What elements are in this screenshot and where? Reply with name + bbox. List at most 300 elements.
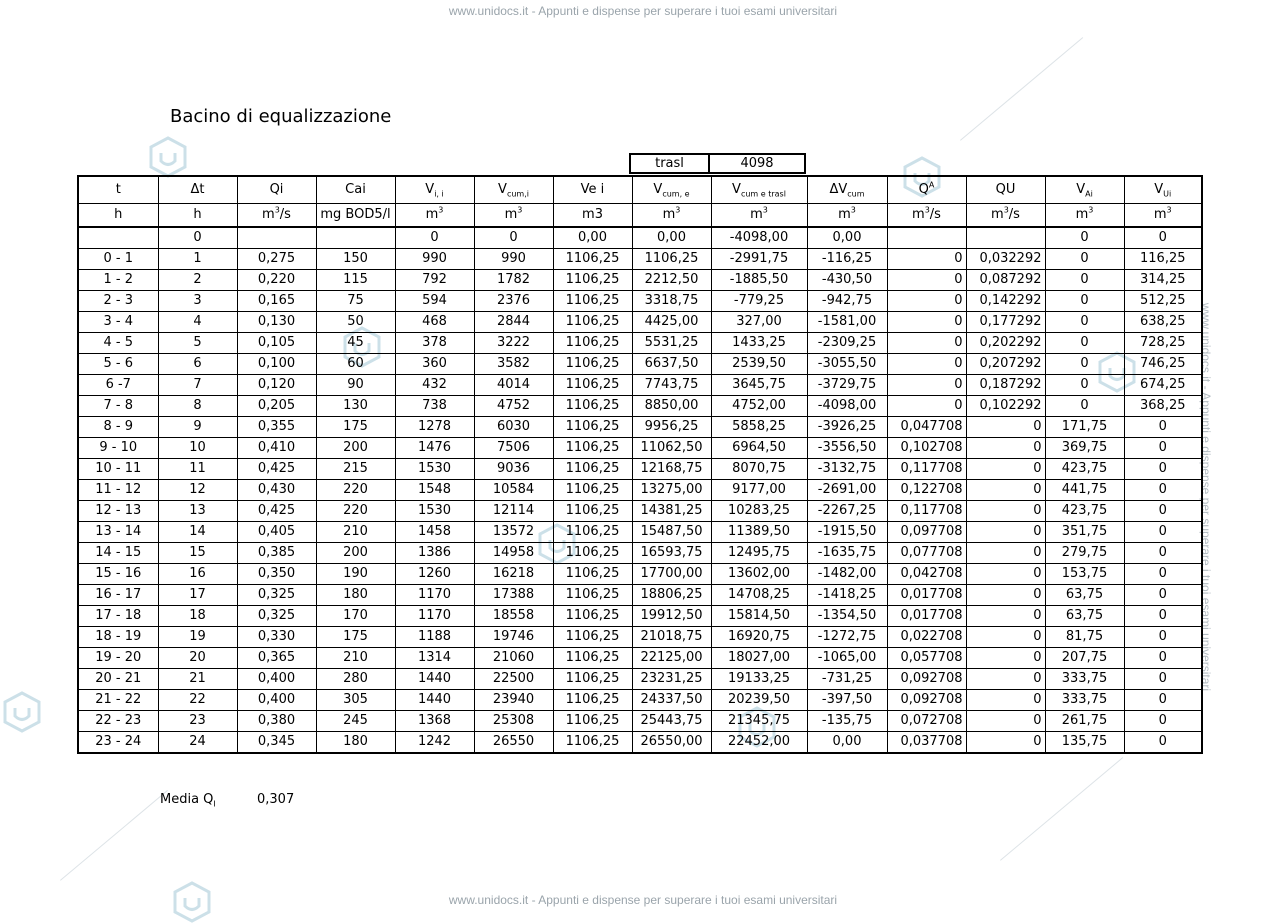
- cell-vcume: 3318,75: [632, 291, 711, 312]
- cell-vai: 0: [1045, 375, 1124, 396]
- cell-t: 12 - 13: [78, 501, 158, 522]
- cell-qa: 0: [887, 375, 966, 396]
- cell-t: 10 - 11: [78, 459, 158, 480]
- cell-vei: 1106,25: [553, 501, 632, 522]
- cell-qa: 0,047708: [887, 417, 966, 438]
- cell-vcum: 0: [474, 227, 553, 249]
- cell-vcume: 24337,50: [632, 690, 711, 711]
- cell-dt: 14: [158, 522, 237, 543]
- cell-vei: 1106,25: [553, 627, 632, 648]
- cell-vi: 1530: [395, 459, 474, 480]
- cell-qi: 0,365: [237, 648, 316, 669]
- cell-vcumet: 19133,25: [711, 669, 807, 690]
- cell-t: 21 - 22: [78, 690, 158, 711]
- col-header-qa: $Q^A$: [887, 176, 966, 204]
- cell-vcum: 2844: [474, 312, 553, 333]
- cell-qu: 0: [966, 585, 1045, 606]
- cell-vui: 0: [1124, 522, 1202, 543]
- table-row: [78, 396, 1202, 417]
- cell-vi: 738: [395, 396, 474, 417]
- unidocs-logo-icon: [170, 880, 214, 924]
- cell-cai: 60: [316, 354, 395, 375]
- cell-vcum: 19746: [474, 627, 553, 648]
- cell-vai: 171,75: [1045, 417, 1124, 438]
- cell-dt: 9: [158, 417, 237, 438]
- cell-vcumet: 9177,00: [711, 480, 807, 501]
- cell-vei: 1106,25: [553, 543, 632, 564]
- cell-qu: 0,102292: [966, 396, 1045, 417]
- cell-vei: 1106,25: [553, 438, 632, 459]
- cell-vcumet: 6964,50: [711, 438, 807, 459]
- cell-vcumet: 22452,00: [711, 732, 807, 754]
- cell-qi: 0,425: [237, 501, 316, 522]
- cell-vui: 0: [1124, 711, 1202, 732]
- cell-qu: 0: [966, 606, 1045, 627]
- table-row: [78, 333, 1202, 354]
- watermark-right: www.unidocs.it - Appunti e dispense per superare i tuoi esami universitari: [1199, 302, 1214, 692]
- cell-qa: 0,042708: [887, 564, 966, 585]
- cell-cai: 175: [316, 627, 395, 648]
- trasl-value: 4098: [708, 153, 806, 174]
- unit-vai: $m^3$: [1045, 204, 1124, 228]
- cell-vui: 0: [1124, 669, 1202, 690]
- cell-vi: 1458: [395, 522, 474, 543]
- cell-vei: 1106,25: [553, 648, 632, 669]
- cell-cai: 50: [316, 312, 395, 333]
- cell-vi: 1530: [395, 501, 474, 522]
- cell-vui: 0: [1124, 438, 1202, 459]
- cell-t: 14 - 15: [78, 543, 158, 564]
- cell-vei: 1106,25: [553, 564, 632, 585]
- cell-vai: 333,75: [1045, 669, 1124, 690]
- cell-cai: 150: [316, 249, 395, 270]
- cell-qa: 0,092708: [887, 690, 966, 711]
- cell-dt: 0: [158, 227, 237, 249]
- cell-cai: 170: [316, 606, 395, 627]
- cell-cai: 175: [316, 417, 395, 438]
- cell-vei: 0,00: [553, 227, 632, 249]
- cell-qa: 0,017708: [887, 585, 966, 606]
- cell-vcume: 17700,00: [632, 564, 711, 585]
- cell-dvcum: -2691,00: [807, 480, 887, 501]
- cell-vei: 1106,25: [553, 711, 632, 732]
- cell-vcum: 13572: [474, 522, 553, 543]
- cell-cai: 245: [316, 711, 395, 732]
- cell-vai: 81,75: [1045, 627, 1124, 648]
- cell-dt: 10: [158, 438, 237, 459]
- cell-vi: 594: [395, 291, 474, 312]
- col-header-vi: $V_{i, i}$: [395, 176, 474, 204]
- cell-vei: 1106,25: [553, 480, 632, 501]
- table-row: [78, 459, 1202, 480]
- table-row: [78, 501, 1202, 522]
- cell-vei: 1106,25: [553, 291, 632, 312]
- cell-qa: 0,097708: [887, 522, 966, 543]
- unit-vui: $m^3$: [1124, 204, 1202, 228]
- cell-t: 9 - 10: [78, 438, 158, 459]
- cell-t: 4 - 5: [78, 333, 158, 354]
- col-header-cai: Cai: [316, 176, 395, 204]
- cell-dt: 8: [158, 396, 237, 417]
- cell-t: 16 - 17: [78, 585, 158, 606]
- cell-qa: 0,037708: [887, 732, 966, 754]
- table-row: [78, 227, 1202, 249]
- cell-vi: 1314: [395, 648, 474, 669]
- cell-vcumet: 4752,00: [711, 396, 807, 417]
- media-value: 0,307: [257, 792, 295, 807]
- cell-dvcum: -116,25: [807, 249, 887, 270]
- cell-vcumet: 20239,50: [711, 690, 807, 711]
- cell-vcume: 8850,00: [632, 396, 711, 417]
- cell-qu: 0,142292: [966, 291, 1045, 312]
- cell-vei: 1106,25: [553, 270, 632, 291]
- cell-vi: 360: [395, 354, 474, 375]
- cell-vcum: 16218: [474, 564, 553, 585]
- cell-dvcum: -1418,25: [807, 585, 887, 606]
- cell-t: [78, 227, 158, 249]
- unit-qu: $m^3/s$: [966, 204, 1045, 228]
- cell-vi: 792: [395, 270, 474, 291]
- table-row: [78, 291, 1202, 312]
- cell-vcumet: 5858,25: [711, 417, 807, 438]
- cell-dvcum: -1581,00: [807, 312, 887, 333]
- cell-qu: 0,187292: [966, 375, 1045, 396]
- watermark-bottom: www.unidocs.it - Appunti e dispense per superare i tuoi esami universitari: [448, 893, 838, 907]
- cell-dt: 17: [158, 585, 237, 606]
- cell-vcum: 4752: [474, 396, 553, 417]
- col-header-qi: Qi: [237, 176, 316, 204]
- cell-vei: 1106,25: [553, 522, 632, 543]
- cell-qa: 0: [887, 312, 966, 333]
- cell-vai: 63,75: [1045, 606, 1124, 627]
- cell-dvcum: -3132,75: [807, 459, 887, 480]
- cell-qa: 0,102708: [887, 438, 966, 459]
- cell-qi: 0,410: [237, 438, 316, 459]
- col-header-dvcum: $\Delta V_{cum}$: [807, 176, 887, 204]
- col-header-qu: QU: [966, 176, 1045, 204]
- cell-vcume: 16593,75: [632, 543, 711, 564]
- cell-vei: 1106,25: [553, 375, 632, 396]
- unit-dt: h: [158, 204, 237, 228]
- cell-vcumet: 15814,50: [711, 606, 807, 627]
- cell-vui: 0: [1124, 732, 1202, 754]
- cell-qa: 0,017708: [887, 606, 966, 627]
- cell-qa: 0,072708: [887, 711, 966, 732]
- cell-t: 23 - 24: [78, 732, 158, 754]
- cell-vui: 0: [1124, 480, 1202, 501]
- cell-vei: 1106,25: [553, 312, 632, 333]
- table-row: [78, 711, 1202, 732]
- cell-vcumet: -4098,00: [711, 227, 807, 249]
- media-label: Media $Q_I$: [160, 792, 216, 809]
- cell-vui: 368,25: [1124, 396, 1202, 417]
- cell-cai: 190: [316, 564, 395, 585]
- cell-vei: 1106,25: [553, 459, 632, 480]
- cell-vcume: 13275,00: [632, 480, 711, 501]
- cell-qi: 0,425: [237, 459, 316, 480]
- cell-qu: 0,032292: [966, 249, 1045, 270]
- cell-qi: 0,430: [237, 480, 316, 501]
- cell-t: 19 - 20: [78, 648, 158, 669]
- cell-dvcum: -1915,50: [807, 522, 887, 543]
- cell-vcumet: 327,00: [711, 312, 807, 333]
- cell-dvcum: 0,00: [807, 227, 887, 249]
- cell-dt: 16: [158, 564, 237, 585]
- cell-qi: 0,275: [237, 249, 316, 270]
- col-header-dt: Δt: [158, 176, 237, 204]
- cell-vei: 1106,25: [553, 333, 632, 354]
- cell-vcum: 3222: [474, 333, 553, 354]
- unidocs-logo-icon: [146, 135, 190, 179]
- table-body: [78, 227, 1202, 753]
- cell-dt: 1: [158, 249, 237, 270]
- cell-cai: 220: [316, 480, 395, 501]
- cell-qi: 0,355: [237, 417, 316, 438]
- cell-qa: 0,122708: [887, 480, 966, 501]
- cell-t: 17 - 18: [78, 606, 158, 627]
- cell-vui: 728,25: [1124, 333, 1202, 354]
- cell-dt: 11: [158, 459, 237, 480]
- cell-vcume: 15487,50: [632, 522, 711, 543]
- table-row: [78, 648, 1202, 669]
- sheet-title: Bacino di equalizzazione: [170, 106, 392, 127]
- cell-vcumet: 2539,50: [711, 354, 807, 375]
- cell-vai: 351,75: [1045, 522, 1124, 543]
- cell-qi: 0,405: [237, 522, 316, 543]
- cell-vui: 638,25: [1124, 312, 1202, 333]
- cell-vcume: 23231,25: [632, 669, 711, 690]
- cell-qi: 0,400: [237, 690, 316, 711]
- cell-vcumet: -1885,50: [711, 270, 807, 291]
- cell-vi: 1548: [395, 480, 474, 501]
- cell-t: 2 - 3: [78, 291, 158, 312]
- cell-vcumet: 13602,00: [711, 564, 807, 585]
- cell-vcume: 1106,25: [632, 249, 711, 270]
- cell-qi: 0,385: [237, 543, 316, 564]
- cell-dvcum: -3556,50: [807, 438, 887, 459]
- cell-vcum: 12114: [474, 501, 553, 522]
- cell-vcum: 7506: [474, 438, 553, 459]
- cell-vcumet: 21345,75: [711, 711, 807, 732]
- cell-qa: 0: [887, 354, 966, 375]
- table-row: [78, 417, 1202, 438]
- watermark-stripe: [60, 790, 168, 881]
- cell-vcum: 1782: [474, 270, 553, 291]
- cell-vi: 468: [395, 312, 474, 333]
- cell-vcum: 2376: [474, 291, 553, 312]
- cell-qu: 0: [966, 543, 1045, 564]
- table-row: [78, 522, 1202, 543]
- unit-vcum: $m^3$: [474, 204, 553, 228]
- cell-t: 7 - 8: [78, 396, 158, 417]
- cell-vcume: 12168,75: [632, 459, 711, 480]
- cell-dt: 3: [158, 291, 237, 312]
- watermark-top: www.unidocs.it - Appunti e dispense per superare i tuoi esami universitari: [448, 4, 838, 18]
- cell-vi: 990: [395, 249, 474, 270]
- cell-vcume: 22125,00: [632, 648, 711, 669]
- unit-t: h: [78, 204, 158, 228]
- cell-dvcum: -1354,50: [807, 606, 887, 627]
- equalization-table: [77, 175, 1203, 754]
- cell-vcum: 18558: [474, 606, 553, 627]
- cell-vai: 423,75: [1045, 459, 1124, 480]
- cell-qa: 0,117708: [887, 459, 966, 480]
- table-row: [78, 627, 1202, 648]
- cell-qu: 0: [966, 480, 1045, 501]
- cell-qu: 0: [966, 459, 1045, 480]
- cell-vui: 0: [1124, 501, 1202, 522]
- cell-dt: 15: [158, 543, 237, 564]
- trasl-label: trasl: [629, 153, 710, 174]
- cell-qu: 0: [966, 732, 1045, 754]
- cell-vai: 0: [1045, 333, 1124, 354]
- cell-vcum: 3582: [474, 354, 553, 375]
- unit-qa: $m^3/s$: [887, 204, 966, 228]
- cell-dt: 12: [158, 480, 237, 501]
- cell-vcume: 6637,50: [632, 354, 711, 375]
- watermark-stripe: [1000, 757, 1123, 861]
- cell-vi: 1170: [395, 585, 474, 606]
- cell-vcum: 26550: [474, 732, 553, 754]
- cell-cai: [316, 227, 395, 249]
- cell-vui: 0: [1124, 417, 1202, 438]
- cell-cai: 200: [316, 543, 395, 564]
- cell-vai: 0: [1045, 396, 1124, 417]
- cell-t: 8 - 9: [78, 417, 158, 438]
- unit-vei: m3: [553, 204, 632, 228]
- cell-cai: 215: [316, 459, 395, 480]
- cell-t: 15 - 16: [78, 564, 158, 585]
- cell-cai: 45: [316, 333, 395, 354]
- cell-vcume: 19912,50: [632, 606, 711, 627]
- cell-dt: 7: [158, 375, 237, 396]
- cell-vcume: 26550,00: [632, 732, 711, 754]
- cell-t: 22 - 23: [78, 711, 158, 732]
- cell-vcume: 2212,50: [632, 270, 711, 291]
- cell-qi: 0,205: [237, 396, 316, 417]
- cell-vi: 1242: [395, 732, 474, 754]
- table-row: [78, 438, 1202, 459]
- table-row: [78, 480, 1202, 501]
- cell-vcum: 9036: [474, 459, 553, 480]
- cell-cai: 130: [316, 396, 395, 417]
- cell-vcum: 990: [474, 249, 553, 270]
- cell-cai: 210: [316, 522, 395, 543]
- cell-vi: 1440: [395, 690, 474, 711]
- table-row: [78, 564, 1202, 585]
- cell-vui: 0: [1124, 648, 1202, 669]
- cell-vi: 378: [395, 333, 474, 354]
- cell-t: 3 - 4: [78, 312, 158, 333]
- cell-vcum: 6030: [474, 417, 553, 438]
- cell-qi: [237, 227, 316, 249]
- cell-qi: 0,100: [237, 354, 316, 375]
- cell-dvcum: -2309,25: [807, 333, 887, 354]
- table-row: [78, 732, 1202, 754]
- cell-qu: 0: [966, 417, 1045, 438]
- cell-vai: 153,75: [1045, 564, 1124, 585]
- cell-vui: 0: [1124, 690, 1202, 711]
- cell-dvcum: -397,50: [807, 690, 887, 711]
- cell-vui: 0: [1124, 627, 1202, 648]
- cell-vcume: 11062,50: [632, 438, 711, 459]
- cell-t: 1 - 2: [78, 270, 158, 291]
- cell-dt: 21: [158, 669, 237, 690]
- cell-qa: 0,022708: [887, 627, 966, 648]
- cell-vi: 1188: [395, 627, 474, 648]
- cell-qa: 0: [887, 333, 966, 354]
- cell-dt: 23: [158, 711, 237, 732]
- cell-vcumet: 3645,75: [711, 375, 807, 396]
- cell-qu: 0: [966, 690, 1045, 711]
- cell-vi: 432: [395, 375, 474, 396]
- cell-vui: 116,25: [1124, 249, 1202, 270]
- cell-vui: 314,25: [1124, 270, 1202, 291]
- cell-dvcum: 0,00: [807, 732, 887, 754]
- cell-dt: 5: [158, 333, 237, 354]
- cell-dvcum: -3926,25: [807, 417, 887, 438]
- cell-vui: 512,25: [1124, 291, 1202, 312]
- header-row: [78, 176, 1202, 204]
- cell-vcum: 21060: [474, 648, 553, 669]
- cell-vi: 1386: [395, 543, 474, 564]
- cell-cai: 280: [316, 669, 395, 690]
- cell-qi: 0,350: [237, 564, 316, 585]
- cell-dvcum: -1272,75: [807, 627, 887, 648]
- cell-qi: 0,220: [237, 270, 316, 291]
- cell-vai: 369,75: [1045, 438, 1124, 459]
- cell-vi: 0: [395, 227, 474, 249]
- cell-vai: 0: [1045, 312, 1124, 333]
- cell-vui: 0: [1124, 459, 1202, 480]
- cell-vei: 1106,25: [553, 249, 632, 270]
- unit-vcume: $m^3$: [632, 204, 711, 228]
- cell-dt: 2: [158, 270, 237, 291]
- cell-vai: 0: [1045, 270, 1124, 291]
- col-header-vcumet: $V_{cum e trasl}$: [711, 176, 807, 204]
- cell-vei: 1106,25: [553, 690, 632, 711]
- cell-dvcum: -731,25: [807, 669, 887, 690]
- cell-cai: 75: [316, 291, 395, 312]
- cell-vui: 0: [1124, 564, 1202, 585]
- cell-vai: 0: [1045, 249, 1124, 270]
- cell-vcum: 10584: [474, 480, 553, 501]
- cell-vei: 1106,25: [553, 732, 632, 754]
- cell-dt: 20: [158, 648, 237, 669]
- cell-vai: 441,75: [1045, 480, 1124, 501]
- cell-vai: 261,75: [1045, 711, 1124, 732]
- cell-qi: 0,105: [237, 333, 316, 354]
- unit-vcumet: $m^3$: [711, 204, 807, 228]
- cell-vcumet: 14708,25: [711, 585, 807, 606]
- unit-cai: mg BOD5/l: [316, 204, 395, 228]
- cell-qa: 0: [887, 249, 966, 270]
- cell-qu: 0,177292: [966, 312, 1045, 333]
- cell-vei: 1106,25: [553, 669, 632, 690]
- col-header-t: t: [78, 176, 158, 204]
- cell-t: 13 - 14: [78, 522, 158, 543]
- cell-vi: 1170: [395, 606, 474, 627]
- unit-qi: $m^3/s$: [237, 204, 316, 228]
- table-row: [78, 270, 1202, 291]
- cell-dvcum: -3729,75: [807, 375, 887, 396]
- cell-t: 6 -7: [78, 375, 158, 396]
- cell-t: 5 - 6: [78, 354, 158, 375]
- cell-qi: 0,165: [237, 291, 316, 312]
- cell-cai: 305: [316, 690, 395, 711]
- cell-vcumet: 1433,25: [711, 333, 807, 354]
- cell-vcum: 25308: [474, 711, 553, 732]
